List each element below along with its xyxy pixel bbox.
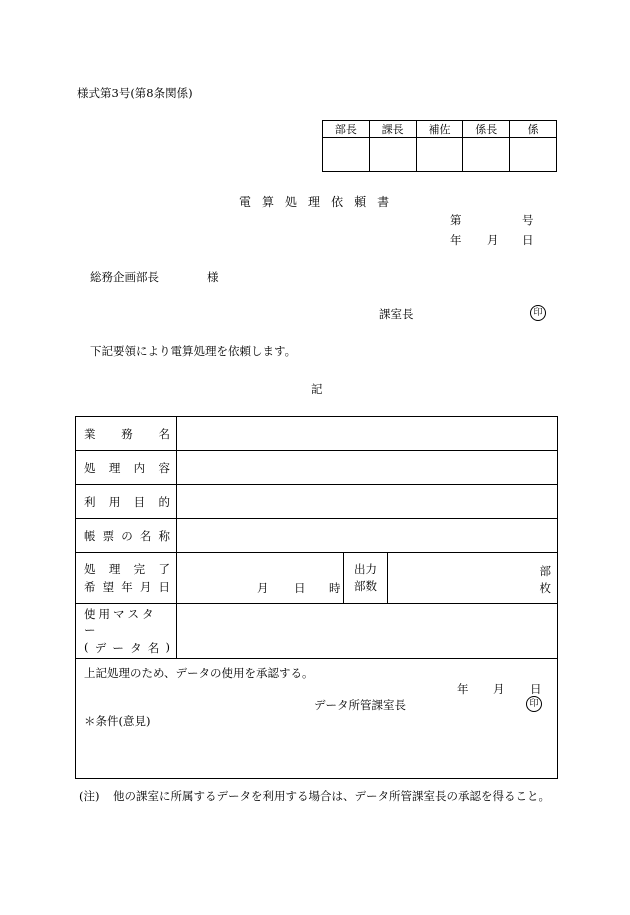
label-output-copies: 出力 部数	[344, 553, 388, 604]
data-manager-seal-icon: 印	[526, 696, 542, 712]
approval-header-hosa: 補佐	[416, 121, 463, 138]
unit-mai-label: 枚	[539, 581, 552, 595]
approval-cell-kacho[interactable]	[369, 138, 416, 172]
label-master-data: 使用マスター ( デ ー タ 名 )	[76, 604, 177, 659]
doc-date-month: 月	[487, 233, 499, 247]
field-form-name[interactable]	[177, 519, 558, 553]
field-processing-content[interactable]	[177, 451, 558, 485]
conditions-label: ＊条件(意見)	[84, 714, 151, 728]
approval-section[interactable]	[76, 659, 558, 779]
approval-day-label: 日	[530, 682, 542, 696]
form-row-purpose	[76, 485, 558, 519]
ki-label: 記	[311, 382, 323, 396]
completion-month-label: 月	[257, 581, 269, 595]
approval-year-label: 年	[457, 682, 469, 696]
label-purpose: 利 用 目 的	[76, 485, 177, 519]
approval-header-bucho: 部長	[323, 121, 370, 138]
approval-text: 上記処理のため、データの使用を承認する。	[84, 666, 314, 680]
approval-cell-kakari[interactable]	[510, 138, 557, 172]
honorific: 様	[207, 270, 219, 284]
form-row-form-name	[76, 519, 558, 553]
approval-cell-hosa[interactable]	[416, 138, 463, 172]
field-output-copies[interactable]	[388, 553, 558, 604]
completion-hour-label: 時	[329, 581, 341, 595]
footnote-text: 他の課室に所属するデータを利用する場合は、データ所管課室長の承認を得ること。	[113, 789, 550, 803]
field-purpose[interactable]	[177, 485, 558, 519]
doc-number-suffix: 号	[522, 213, 534, 227]
doc-date-year: 年	[450, 233, 462, 247]
label-form-name: 帳 票 の 名 称	[76, 519, 177, 553]
approval-header-kacho: 課長	[369, 121, 416, 138]
approval-stamp-table	[322, 120, 557, 172]
approval-month-label: 月	[493, 682, 505, 696]
form-row-master-data	[76, 604, 558, 659]
requester-seal-icon: 印	[530, 305, 546, 321]
intro-text: 下記要領により電算処理を依頼します。	[90, 344, 297, 358]
approval-header-kakari: 係	[510, 121, 557, 138]
label-completion-date: 処 理 完 了 希 望 年 月 日	[76, 553, 177, 604]
form-row-approval	[76, 659, 558, 779]
form-row-business-name	[76, 417, 558, 451]
requester-label: 課室長	[379, 307, 414, 321]
unit-bu-label: 部	[539, 564, 552, 578]
label-processing-content: 処 理 内 容	[76, 451, 177, 485]
document-title: 電 算 処 理 依 頼 書	[239, 195, 390, 209]
field-completion-date[interactable]	[177, 553, 344, 604]
form-row-processing-content	[76, 451, 558, 485]
doc-number-prefix: 第	[450, 213, 462, 227]
addressee: 総務企画部長	[90, 270, 159, 284]
doc-date-day: 日	[522, 233, 534, 247]
form-row-completion-date	[76, 553, 558, 604]
completion-day-label: 日	[294, 581, 306, 595]
approval-header-kakaricho: 係長	[463, 121, 510, 138]
footnote-label: (注)	[79, 789, 100, 803]
form-reference: 様式第3号(第8条関係)	[77, 86, 193, 100]
approval-cell-kakaricho[interactable]	[463, 138, 510, 172]
request-form-table	[75, 416, 558, 779]
data-manager-label: データ所管課室長	[314, 698, 406, 712]
field-master-data[interactable]	[177, 604, 558, 659]
approval-cell-bucho[interactable]	[323, 138, 370, 172]
field-business-name[interactable]	[177, 417, 558, 451]
label-business-name: 業 務 名	[76, 417, 177, 451]
